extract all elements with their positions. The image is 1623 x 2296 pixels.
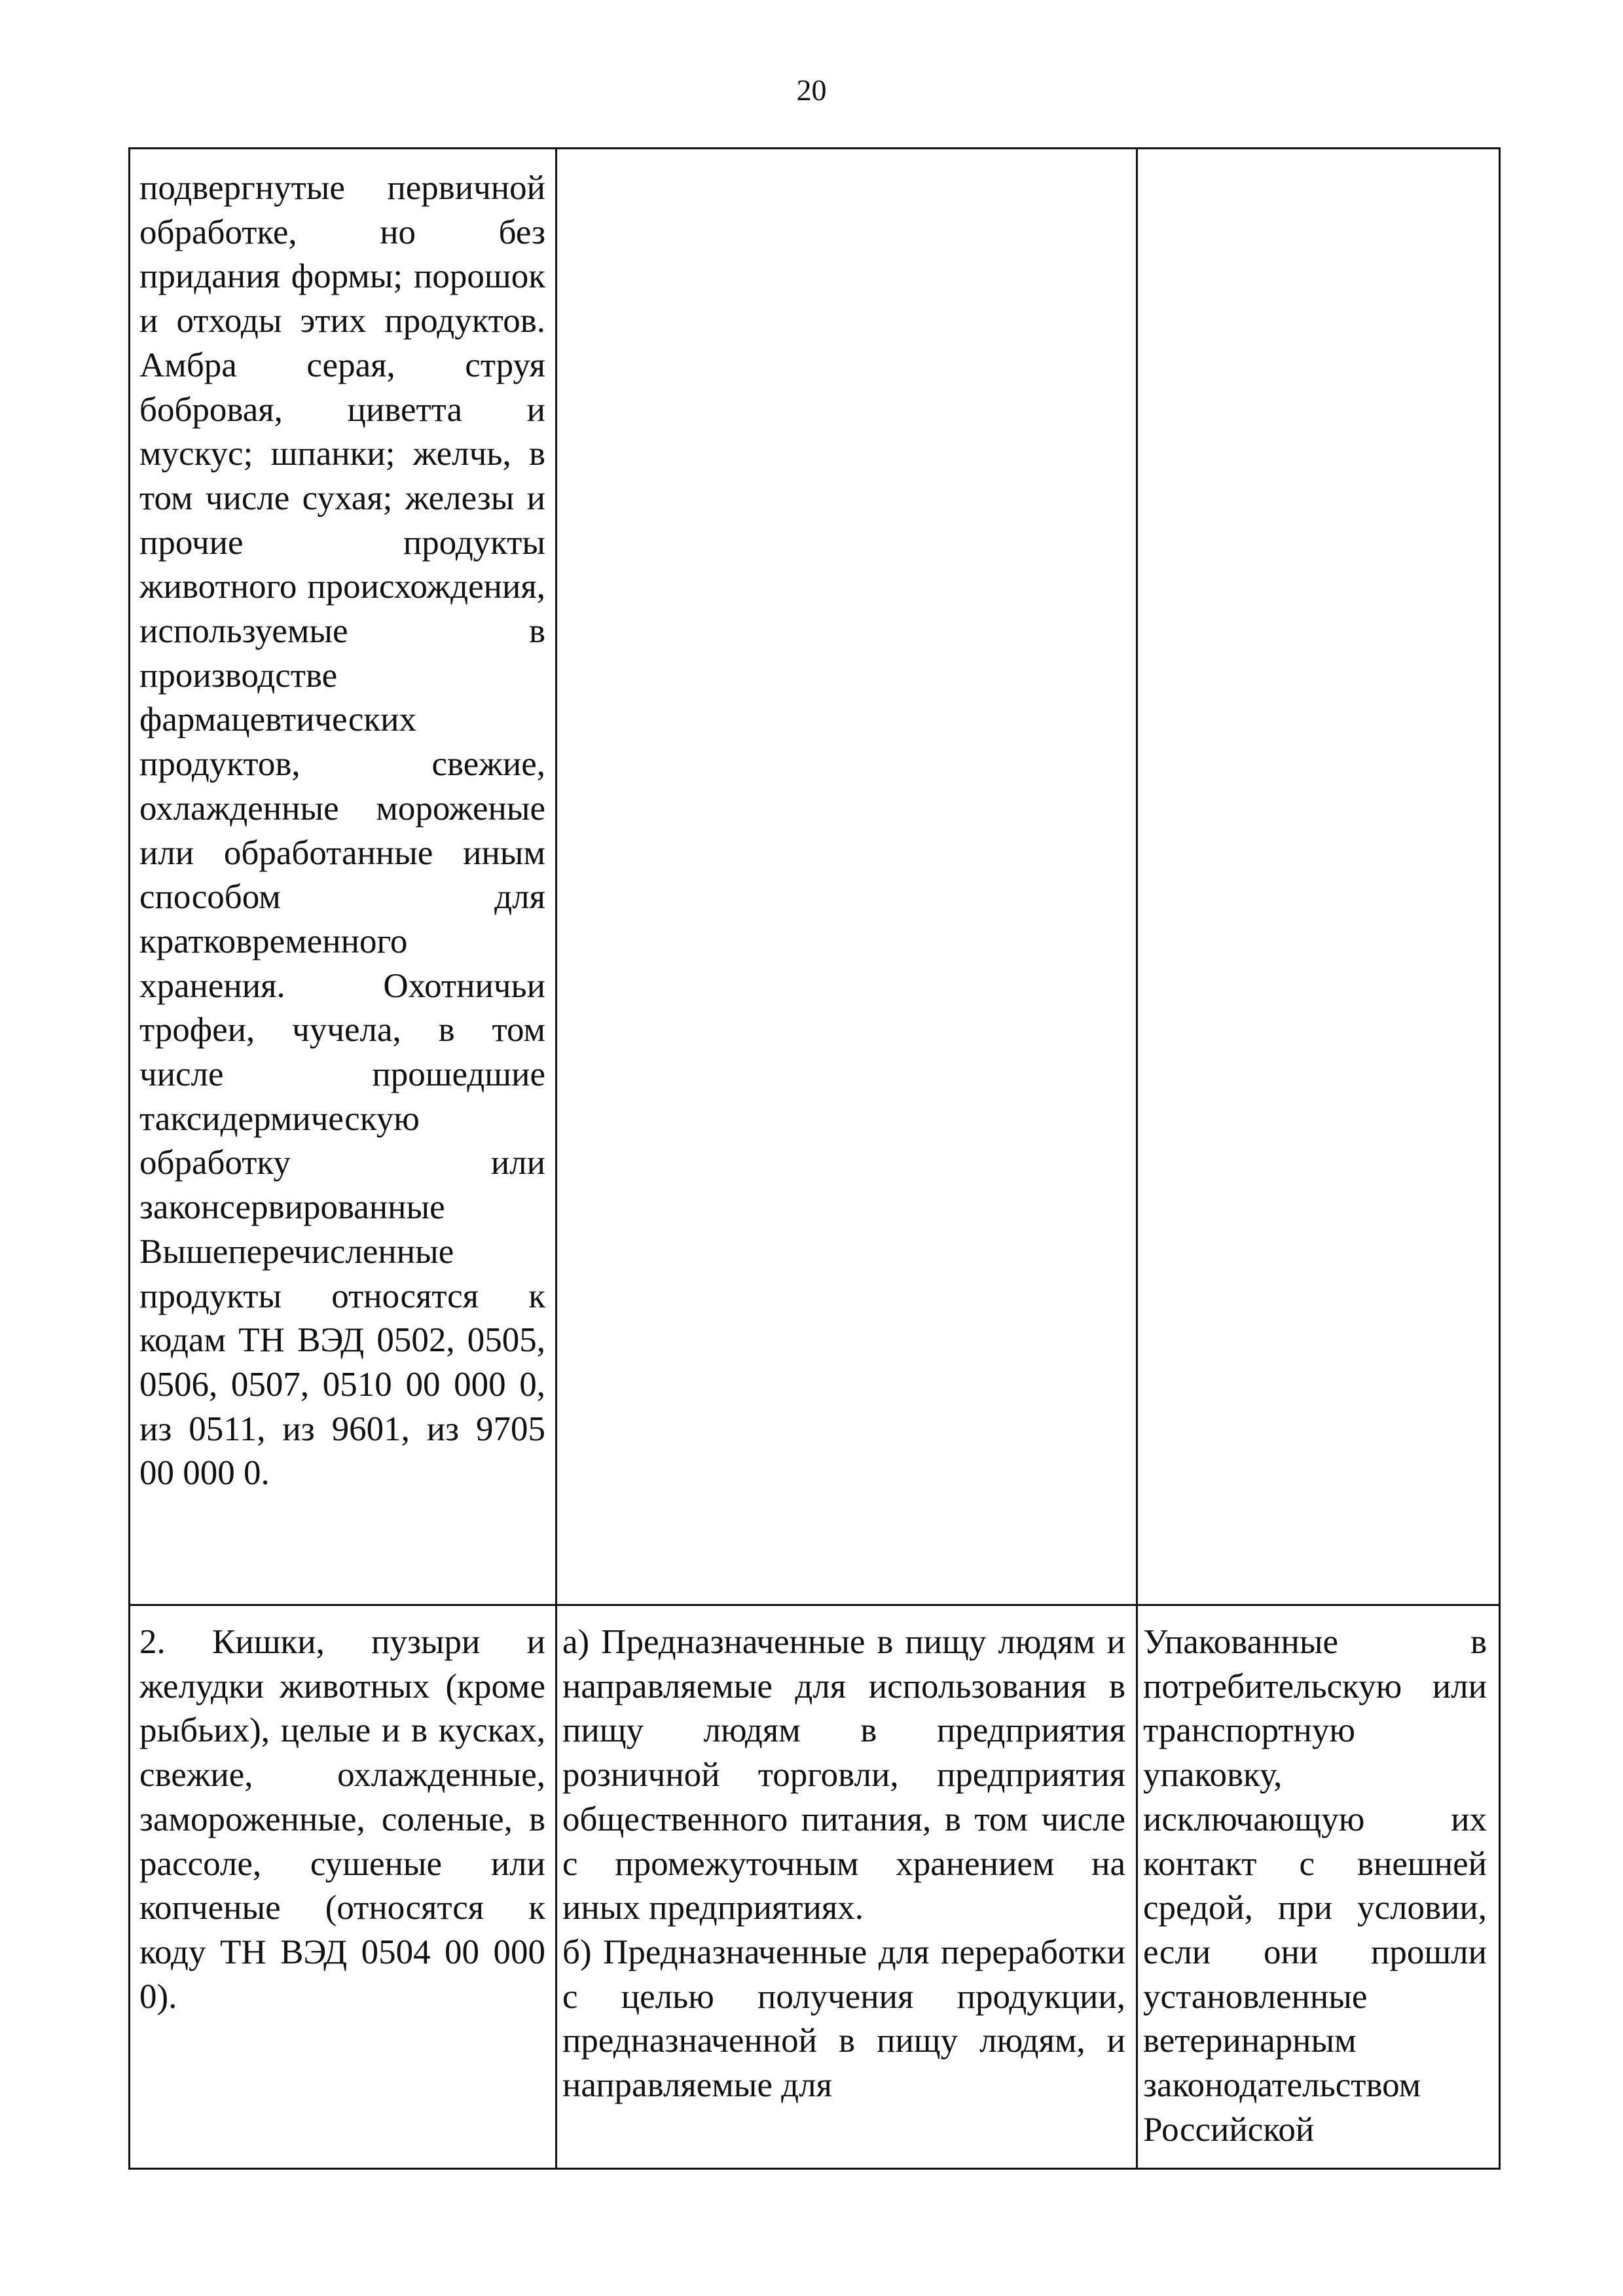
row1-col1-text: подвергнутые первичной обработке, но без придания формы; порошок и отходы этих продуктов. Амбра серая, струя бобровая, циветта и мускус; шпанки; желчь, в том числе сухая; железы и прочие продукты животного происхождения, используемые в производстве фармацевтических продуктов, свежие, охлажденные мороженые или обработанные иным способом для кратковременного хранения. Охотничьи трофеи, чучела, в том числе прошедшие таксидермическую обработку или законсервированные Вышеперечисленные продукты относятся к кодам ТН ВЭД 0502, 0505, 0506, 0507, 0510 00 000 0, из 0511, из 9601, из 9705 00 000 0. bbox=[139, 169, 545, 1493]
row2-col2-item-b: б) Предназначенные для переработки с целью получения продукции, предназначенной в пищу людям, и направляемые для bbox=[562, 1933, 1125, 2105]
row2-product-description bbox=[139, 1620, 545, 2019]
document-table bbox=[128, 147, 1501, 2170]
row-divider bbox=[130, 1604, 1499, 1606]
row2-conditions-cell bbox=[1143, 1620, 1487, 2152]
column-divider-1 bbox=[555, 149, 557, 2168]
row2-col1-text: 2. Кишки, пузыри и желудки животных (кроме рыбьих), целые и в кусках, свежие, охлажденные, замороженные, соленые, в рассоле, сушеные или копченые (относятся к коду ТН ВЭД 0504 00 000 0). bbox=[139, 1623, 545, 2016]
column-divider-2 bbox=[1136, 149, 1138, 2168]
page-number: 20 bbox=[796, 73, 827, 107]
row2-col2-item-a: а) Предназначенные в пищу людям и направляемые для использования в пищу людям в предприятия розничной торговли, предприятия общественного питания, в том числе с промежуточным хранением на иных предприятиях. bbox=[562, 1623, 1125, 1927]
row1-product-description bbox=[139, 166, 545, 1496]
row2-col3-text: Упакованные в потребительскую или транспортную упаковку, исключающую их контакт с внешней средой, при условии, если они прошли установленные ветеринарным законодательством Российской bbox=[1143, 1623, 1487, 2149]
row2-purpose-cell bbox=[562, 1620, 1125, 2108]
